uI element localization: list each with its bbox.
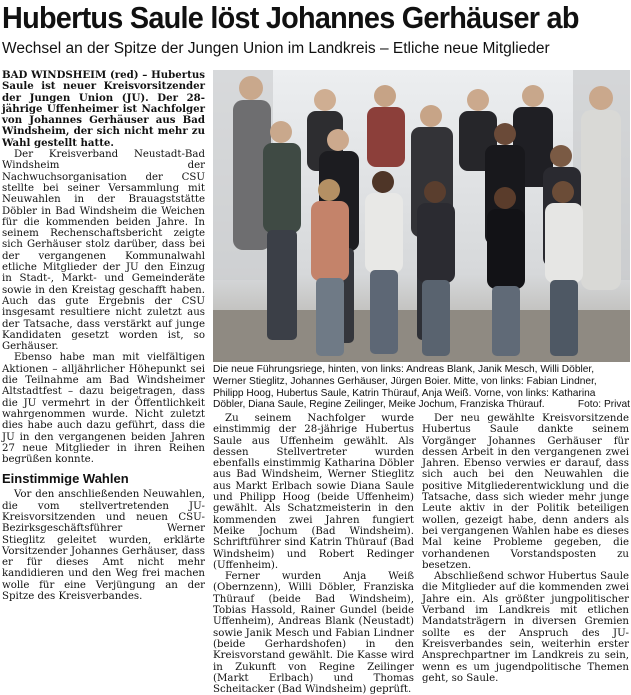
article-subheading: Einstimmige Wahlen <box>2 471 129 487</box>
photo-credit: Foto: Privat <box>577 399 630 411</box>
photo-caption <box>213 364 630 411</box>
article-column-3 <box>422 413 629 684</box>
subheadline: Wechsel an der Spitze der Jungen Union im Landkreis – Etliche neue Mitglieder <box>2 40 550 57</box>
article-paragraph: Vor den anschließenden Neuwahlen, die vom stellvertretenden JU-Kreisvorsitzenden und neuen CSU-Bezirksgeschäftsführer Werner Stieglitz geleitet wurden, erklärte Vorsitzender Johannes Gerhäuser, dass er für dieses Amt nicht mehr kandidieren und den Weg frei machen wolle für eine Verjüngung an der Spitze des Kreisverbandes. <box>2 489 205 603</box>
caption-text: Die neue Führungsriege, hinten, von links: Andreas Blank, Janik Mesch, Willi Döbler, Werner Stieglitz, Johannes Gerhäuser, Jürgen Boier. Mitte, von links: Fabian Lindner, Philipp Hoog, Hubertus Saule, Katrin Thürauf, Anja Weiß. Vorne, von links: Katharina Döbler, Diana Saule, Regine Zeilinger, Meike Jochum, Franziska Thürauf. <box>213 364 597 411</box>
article-paragraph: Zu seinem Nachfolger wurde einstimmig der 28-jährige Hubertus Saule aus Uffenheim gewählt. Als dessen Stellvertreter wurden ebenfalls einstimmig Katharina Döbler aus Bad Windsheim, Werner Stieglitz aus Markt Erlbach sowie Diana Saule und Philipp Hoog (beide Uffenheim) gewählt. Als Schatzmeisterin in den kommenden zwei Jahren fungiert Meike Jochum (Bad Windsheim). Schriftführer sind Katrin Thürauf (Bad Windsheim) und Robert Redinger (Uffenheim). <box>213 413 414 571</box>
article-paragraph: Ebenso habe man mit vielfältigen Aktionen – alljährlicher Höhepunkt sei die Teilnahme am Bad Windsheimer Altstadtfest – dazu beigetragen, dass die JU vermehrt in der Öffentlichkeit wahrgenommen wurde. Nicht zuletzt dies habe auch dazu geführt, dass die JU in den vergangenen beiden Jahren 27 neue Mitglieder in ihren Reihen begrüßen konnte. <box>2 352 205 466</box>
article-paragraph: Der neu gewählte Kreisvorsitzende Hubertus Saule dankte seinem Vorgänger Johannes Gerhäuser für dessen Arbeit in den vergangenen zwei Jahren. Ebenso verwies er darauf, dass sich auch bei den Neuwahlen die positive Mitgliederentwicklung und die Tatsache, dass sich wieder mehr junge Leute aktiv in der Politik beteiligen wollen, gezeigt habe, denn anders als bei vergangenen Wahlen habe es dieses Mal keine Probleme gegeben, die vorhandenen Vorstandsposten zu besetzen. <box>422 413 629 571</box>
article-paragraph: Ferner wurden Anja Weiß (Obernzenn), Willi Döbler, Franziska Thürauf (beide Bad Windsheim), Tobias Hassold, Rainer Gundel (beide Uffenheim), Andreas Blank (Neustadt) sowie Janik Mesch und Fabian Lindner (beide Gerhardshofen) in den Kreisvorstand gewählt. Die Kasse wird in Zukunft von Regine Zeilinger (Markt Erlbach) und Thomas Scheitacker (Bad Windsheim) geprüft. <box>213 571 414 695</box>
article-paragraph: Abschließend schwor Hubertus Saule die Mitglieder auf die kommenden zwei Jahre ein. Als größter jungpolitischer Verband im Landkreis mit etlichen Mandatsträgern in diversen Gremien sollte es der Anspruch des JU-Kreisverbandes sein, weiterhin erster Ansprechpartner im Landkreis zu sein, wenn es um jugendpolitische Themen geht, so Saule. <box>422 571 629 684</box>
headline: Hubertus Saule löst Johannes Gerhäuser ab <box>2 0 579 35</box>
group-photo-illustration <box>213 70 630 362</box>
article-column-2 <box>213 413 414 695</box>
article-paragraph: Der Kreisverband Neustadt-Bad Windsheim der Nachwuchsorganisation der CSU stellte bei seiner Versammlung mit Neuwahlen in der Brauagststätte Döbler in Bad Windsheim die Weichen für die kommenden beiden Jahre. In seinem Rechenschaftsbericht zeigte sich Gerhäuser stolz darüber, dass bei der vergangenen Kommunalwahl etliche Mitglieder der JU den Einzug in Stadt-, Markt- und Gemeinderäte sowie in den Kreistag geschafft haben. Auch das gute Ergebnis der CSU insgesamt resultiere nicht zuletzt aus der Tatsache, dass verstärkt auf junge Kandidaten gesetzt worden ist, so Gerhäuser. <box>2 149 205 353</box>
article-lead: BAD WINDSHEIM (red) – Hubertus Saule ist neuer Kreisvorsitzender der Jungen Union (JU). Der 28-jährige Uffenheimer ist Nachfolger von Johannes Gerhäuser aus Bad Windsheim, der sich nicht mehr zu Wahl gestellt hatte. <box>2 69 205 149</box>
article-column-1 <box>2 70 205 672</box>
group-photo <box>213 70 630 362</box>
